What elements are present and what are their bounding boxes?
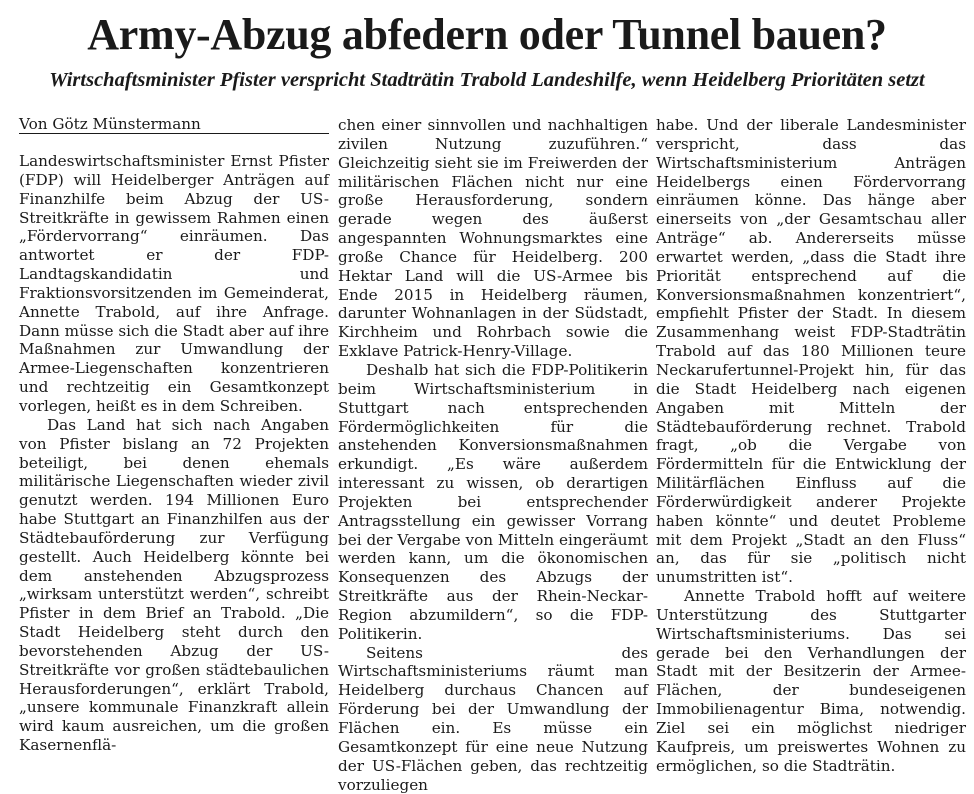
column-2 <box>338 116 648 794</box>
paragraph-4: Seitens des Wirtschaftsministeriums räumt man Heidelberg durchaus Chancen auf Förderung bei der Umwandlung der Flächen ein. Es müsse ein Gesamtkonzept für eine neue Nutzung der US-Flächen geben, das rechtzeitig vorzuliegen <box>338 643 648 794</box>
paragraph-4-continued: habe. Und der liberale Landesminister verspricht, dass das Wirtschaftsministerium Anträgen Heidelbergs einen Fördervorrang einräumen könne. Das hänge aber einerseits von „der Gesamtschau aller Anträge“ ab. Andererseits müsse erwartet werden, „dass die Stadt ihre Priorität entsprechend auf die Konversionsmaßnahmen konzentriert“, empfiehlt Pfister der Stadt. In diesem Zusammenhang weist FDP-Stadträtin Trabold auf das 180 Millionen teure Neckarufertunnel-Projekt hin, für das die Stadt Heidelberg nach eigenen Angaben mit Mitteln der Städtebauförderung rechnet. Trabold fragt, „ob die Vergabe von Fördermitteln für die Entwicklung der Militärflächen Einfluss auf die Förderwürdigkeit anderer Projekte haben könnte“ und deutet Probleme mit dem Projekt „Stadt an den Fluss“ an, das für sie „politisch nicht unumstritten ist“. <box>656 116 966 587</box>
column-3 <box>656 116 966 776</box>
paragraph-1: Landeswirtschaftsminister Ernst Pfister (FDP) will Heidelberger Anträgen auf Finanzhilfe beim Abzug der US-Streitkräfte in gewissem Rahmen einen „Fördervorrang“ einräumen. Das antwortet er der FDP-Landtagskandidatin und Fraktionsvorsitzenden im Gemeinderat, Annette Trabold, auf ihre Anfrage. Dann müsse sich die Stadt aber auf ihre Maßnahmen zur Umwandlung der Armee-Liegenschaften konzentrieren und rechtzeitig ein Gesamtkonzept vorlegen, heißt es in dem Schreiben. <box>19 152 329 415</box>
column-1 <box>19 116 329 755</box>
paragraph-3: Deshalb hat sich die FDP-Politikerin beim Wirtschaftsministerium in Stuttgart nach entsprechenden Fördermöglichkeiten für die anstehenden Konversionsmaßnahmen erkundigt. „Es wäre außerdem interessant zu wissen, ob derartigen Projekten bei entsprechender Antragsstellung ein gewisser Vorrang bei der Vergabe von Mitteln eingeräumt werden kann, um die ökonomischen Konsequenzen des Abzugs der Streitkräfte aus der Rhein-Neckar-Region abzumildern“, so die FDP-Politikerin. <box>338 360 648 643</box>
subheadline: Wirtschaftsminister Pfister verspricht Stadträtin Trabold Landeshilfe, wenn Heidelberg Prioritäten setzt <box>49 69 925 91</box>
byline: Von Götz Münstermann <box>19 116 329 134</box>
headline: Army-Abzug abfedern oder Tunnel bauen? <box>87 10 887 59</box>
paragraph-5: Annette Trabold hofft auf weitere Unterstützung des Stuttgarter Wirtschaftsministeriums. Das sei gerade bei den Verhandlungen der Stadt mit der Besitzerin der Armee-Flächen, der bundeseigenen Immobilienagentur Bima, notwendig. Ziel sei ein möglichst niedriger Kaufpreis, um preiswertes Wohnen zu ermöglichen, so die Stadträtin. <box>656 587 966 775</box>
paragraph-2-continued: chen einer sinnvollen und nachhaltigen zivilen Nutzung zuzuführen.“ Gleichzeitig sieht sie im Freiwerden der militärischen Flächen nicht nur eine große Herausforderung, sondern gerade wegen des äußerst angespannten Wohnungsmarktes eine große Chance für Heidelberg. 200 Hektar Land will die US-Armee bis Ende 2015 in Heidelberg räumen, darunter Wohnanlagen in der Südstadt, Kirchheim und Rohrbach sowie die Exklave Patrick-Henry-Village. <box>338 116 648 361</box>
paragraph-2: Das Land hat sich nach Angaben von Pfister bislang an 72 Projekten beteiligt, bei denen ehemals militärische Liegenschaften wieder zivil genutzt werden. 194 Millionen Euro habe Stuttgart an Finanzhilfen aus der Städtebauförderung zur Verfügung gestellt. Auch Heidelberg könnte bei dem anstehenden Abzugsprozess „wirksam unterstützt werden“, schreibt Pfister in dem Brief an Trabold. „Die Stadt Heidelberg steht durch den bevorstehenden Abzug der US-Streitkräfte vor großen städtebaulichen Herausforderungen“, erklärt Trabold, „unsere kommunale Finanzkraft allein wird kaum ausreichen, um die großen Kasernenflä- <box>19 415 329 755</box>
